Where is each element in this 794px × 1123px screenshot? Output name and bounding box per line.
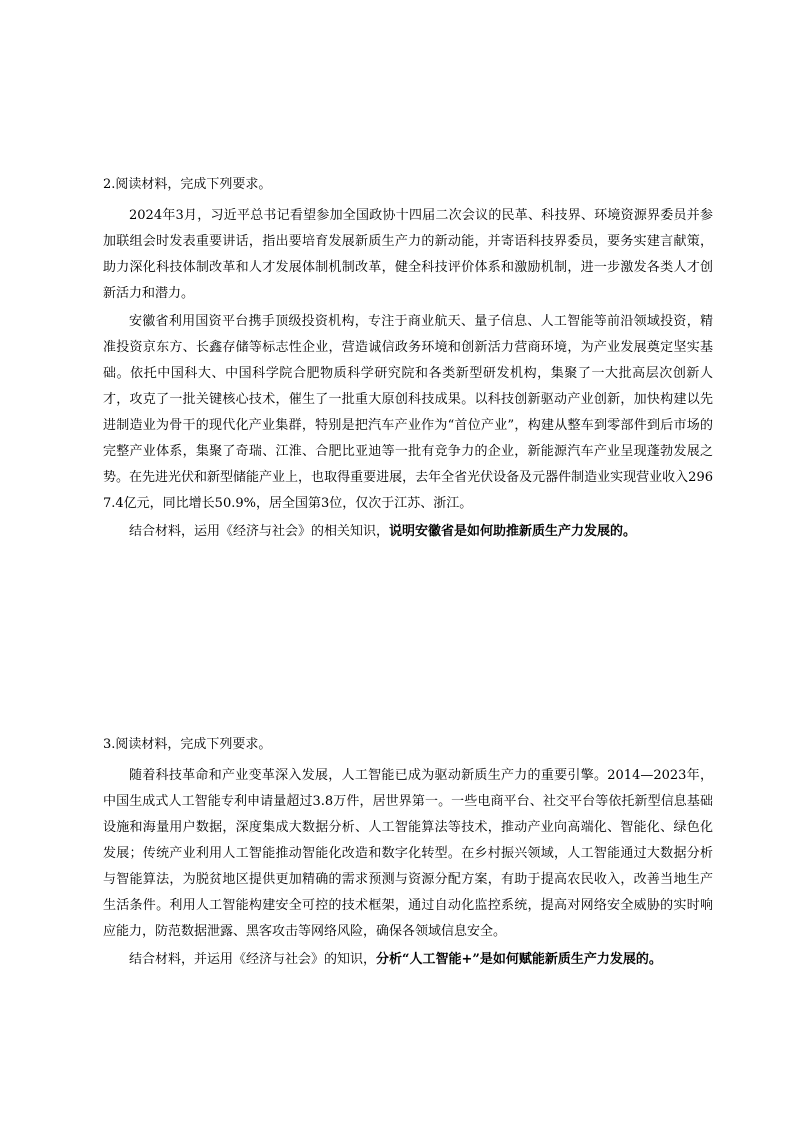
question-2-prompt-plain: 结合材料，运用《经济与社会》的相关知识， — [129, 524, 390, 539]
question-2-title: 2.阅读材料，完成下列要求。 — [103, 177, 272, 192]
question-2-prompt — [103, 519, 713, 545]
question-3-title: 3.阅读材料，完成下列要求。 — [103, 737, 272, 752]
question-3 — [103, 736, 713, 973]
question-2-material-1: 2024年3月，习近平总书记看望参加全国政协十四届二次会议的民革、科技界、环境资源界委员并参加联组会时发表重要讲话，指出要培育发展新质生产力的新动能，并寄语科技界委员，要务实建言献策，助力深化科技体制改革和人才发展体制机制改革，健全科技评价体系和激励机制，进一步激发各类人才创新活力和潜力。 — [103, 208, 713, 301]
question-3-prompt-plain: 结合材料，并运用《经济与社会》的知识， — [129, 952, 377, 967]
question-2-prompt-bold: 说明安徽省是如何助推新质生产力发展的。 — [389, 524, 637, 539]
question-2 — [103, 176, 713, 545]
question-3-material-1: 随着科技革命和产业变革深入发展，人工智能已成为驱动新质生产力的重要引擎。2014—2023年，中国生成式人工智能专利申请量超过3.8万件，居世界第一。一些电商平台、社交平台等依托新型信息基础设施和海量用户数据，深度集成大数据分析、人工智能算法等技术，推动产业向高端化、智能化、绿色化发展；传统产业利用人工智能推动智能化改造和数字化转型。在乡村振兴领域，人工智能通过大数据分析与智能算法，为脱贫地区提供更加精确的需求预测与资源分配方案，有助于提高农民收入，改善当地生产生活条件。利用人工智能构建安全可控的技术框架，通过自动化监控系统，提高对网络安全威胁的实时响应能力，防范数据泄露、黑客攻击等网络风险，确保各领域信息安全。 — [103, 768, 713, 939]
question-3-prompt — [103, 947, 713, 973]
question-2-material-2: 安徽省利用国资平台携手顶级投资机构，专注于商业航天、量子信息、人工智能等前沿领域投资，精准投资京东方、长鑫存储等标志性企业，营造诚信政务环境和创新活力营商环境，为产业发展奠定坚实基础。依托中国科大、中国科学院合肥物质科学研究院和各类新型研发机构，集聚了一大批高层次创新人才，攻克了一批关键核心技术，催生了一批重大原创科技成果。以科技创新驱动产业创新，加快构建以先进制造业为骨干的现代化产业集群，特别是把汽车产业作为“首位产业”，构建从整车到零部件到后市场的完整产业体系，集聚了奇瑞、江淮、合肥比亚迪等一批有竞争力的企业，新能源汽车产业呈现蓬勃发展之势。在先进光伏和新型储能产业上，也取得重要进展，去年全省光伏设备及元器件制造业实现营业收入2967.4亿元，同比增长50.9%，居全国第3位，仅次于江苏、浙江。 — [103, 314, 713, 511]
question-3-prompt-bold: 分析“人工智能+”是如何赋能新质生产力发展的。 — [376, 952, 662, 967]
